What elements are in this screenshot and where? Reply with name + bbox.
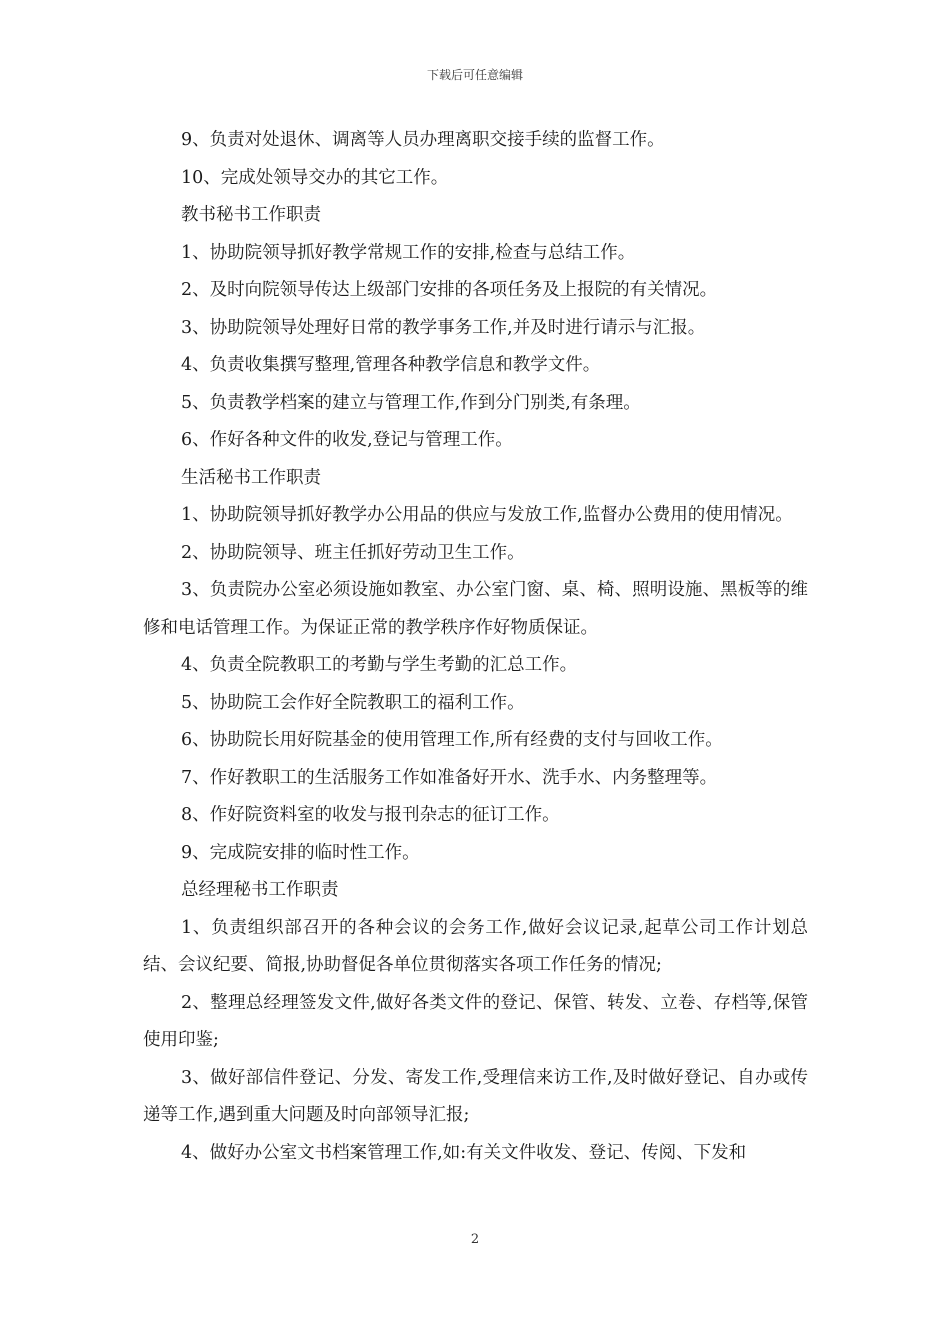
document-body (143, 122, 808, 1172)
paragraph: 3、负责院办公室必须设施如教室、办公室门窗、桌、椅、照明设施、黑板等的维修和电话管理工作。为保证正常的教学秩序作好物质保证。 (143, 580, 808, 638)
paragraph: 1、协助院领导抓好教学常规工作的安排,检查与总结工作。 (181, 242, 636, 263)
paragraph: 9、完成院安排的临时性工作。 (181, 842, 420, 863)
paragraph: 2、及时向院领导传达上级部门安排的各项任务及上报院的有关情况。 (181, 280, 718, 300)
paragraph: 4、负责全院教职工的考勤与学生考勤的汇总工作。 (181, 655, 578, 675)
section-heading: 教书秘书工作职责 (181, 205, 321, 225)
section-heading: 总经理秘书工作职责 (181, 880, 339, 900)
paragraph: 4、负责收集撰写整理,管理各种教学信息和教学文件。 (181, 355, 601, 375)
paragraph: 10、完成处领导交办的其它工作。 (181, 167, 449, 188)
page-number: 2 (470, 1232, 480, 1247)
paragraph: 4、做好办公室文书档案管理工作,如:有关文件收发、登记、传阅、下发和 (181, 1142, 747, 1163)
paragraph: 7、作好教职工的生活服务工作如准备好开水、洗手水、内务整理等。 (181, 767, 718, 788)
paragraph: 5、负责教学档案的建立与管理工作,作到分门别类,有条理。 (181, 392, 641, 413)
paragraph: 1、协助院领导抓好教学办公用品的供应与发放工作,监督办公费用的使用情况。 (181, 505, 793, 525)
page-header: 下载后可任意编辑 (426, 68, 523, 82)
paragraph: 8、作好院资料室的收发与报刊杂志的征订工作。 (181, 805, 560, 825)
paragraph: 6、作好各种文件的收发,登记与管理工作。 (181, 430, 513, 450)
paragraph: 2、整理总经理签发文件,做好各类文件的登记、保管、转发、立卷、存档等,保管使用印鉴; (143, 992, 808, 1050)
paragraph: 9、负责对处退休、调离等人员办理离职交接手续的监督工作。 (181, 130, 665, 150)
paragraph: 6、协助院长用好院基金的使用管理工作,所有经费的支付与回收工作。 (181, 730, 723, 750)
paragraph: 3、做好部信件登记、分发、寄发工作,受理信来访工作,及时做好登记、自办或传递等工作,遇到重大问题及时向部领导汇报; (143, 1067, 808, 1125)
paragraph: 5、协助院工会作好全院教职工的福利工作。 (181, 692, 525, 713)
paragraph: 2、协助院领导、班主任抓好劳动卫生工作。 (181, 542, 525, 563)
section-heading: 生活秘书工作职责 (181, 467, 321, 488)
paragraph: 1、负责组织部召开的各种会议的会务工作,做好会议记录,起草公司工作计划总结、会议纪要、简报,协助督促各单位贯彻落实各项工作任务的情况; (143, 917, 808, 975)
paragraph: 3、协助院领导处理好日常的教学事务工作,并及时进行请示与汇报。 (181, 317, 706, 338)
